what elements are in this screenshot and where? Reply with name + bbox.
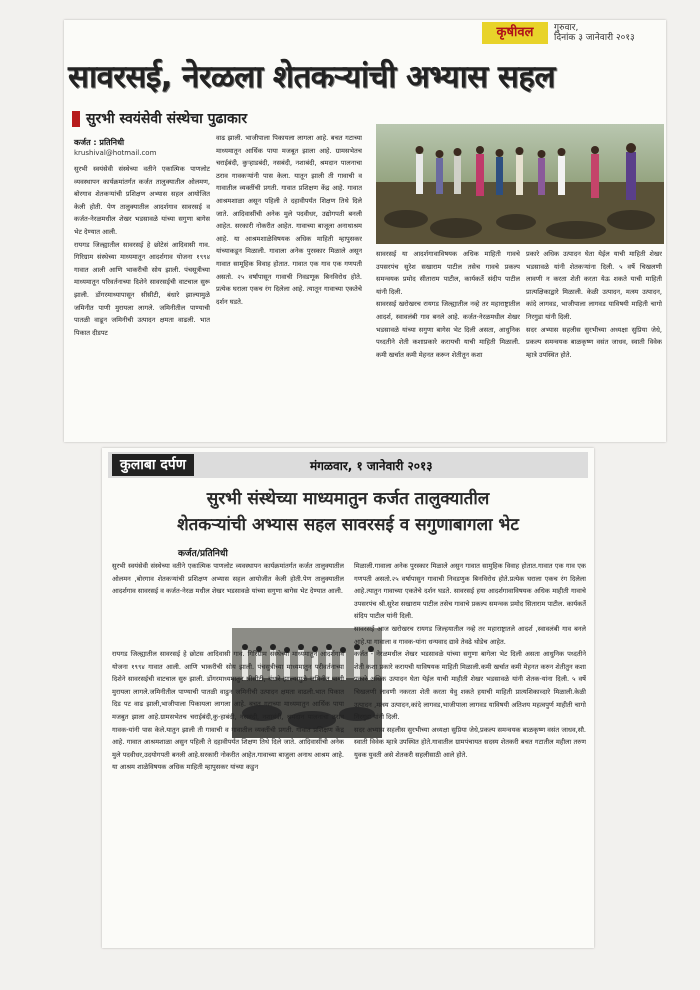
email: krushival@hotmail.com [74,149,157,157]
article-left-column: रायगड जिल्ह्यातील सावरसई हे छोटस आदिवासी गाव. गिरिग्राम संस्थेच्या माध्यमातुन आदर्शगाव योजना १९९४ गावात आली. आणि भाकरीची सोय झाली. पंचसुत्रीच्या माध्यमातुन परीवर्तनाच्या दिशेने सावरसईची वाटचाल सुरु झाली. डोंगरमाध्यमातुन सीसीटी, बंधारे झाल्यामुळे जमिनीत पाणी मुरायला लागले.जमिनीतील पाण्याची पातळी वाढुन जमिनीची उत्पादन क्षमता वाढली.भात पिकात दिड पट वाढ झाली,भाजीपाला पिकायला लागला आहे. बचत गटाच्या माध्यमातुन आर्थिक पाया मजबुत झाला आहे.ग्रामसभेतच चराईबंदी,कु-हाबंदी, नसबंदी, नशाबंदी, श्रमदान पालनाचा ठराव गावक-यांनी पास केले.यातुन झाली ती गावाची व गावातील व्यक्तींची प्रगती. गावात प्रशिक्षण केंद्र आहे. गावात आश्रमशाळा असुन पहिली ते दहावीपर्यंत शिक्षण तिथे दिले जाते. आदिवासींची अनेक मुले पदवीधर,उदयोगपती बनली आहे.सरकारी नोकरीत आहेत.गावाच्या बाजुला अनाथ आश्रम आहे. या आश्रम शाळेविषयक अधिक माहिती म्हापुसकर यांच्या कडुन [112,650,344,772]
article-column-2: वाढ झाली. भाजीपाला पिकायला लागला आहे. बचत गटाच्या माध्यमातून आर्थिक पाया मजबूत झाला आहे. ग्रामसभेतच चराईबंदी, कुऱ्हाडबंदी, नसबंदी, नशाबंदी, श्रमदान पालनाचा ठराव गावकऱ्यांनी पास केला. यातून झाली ती गावाची व गावातील व्यक्तींची प्रगती. गावात प्रशिक्षण केंद्र आहे. गावात आश्रमशाळा असून पहिली ते दहावीपर्यंत शिक्षण तिथे दिले जाते. आदिवासींची अनेक मुले पदवीधर, उद्योगपती बनली आहेत. सरकारी नोकरीत आहेत. गावाच्या बाजूला अनाथाश्रम आहे. या आश्रमशाळेविषयक अधिक माहिती म्हापुसकर यांच्याकडून मिळाली. गावाला अनेक पुरस्कार मिळाले असून गावात सामूहिक विवाह होतात. गावात एक गाव एक गणपती असतो. २५ वर्षांपासून गावाची निवडणूक बिनविरोध होते. प्रत्येक घराला एकच रंग दिलेला आहे. त्यातून गावाच्या एकतेचे दर्शन घडते. [216,134,362,306]
clipping-krushival [64,20,666,442]
article-intro: सुरभी स्वयंसेवी संस्थेच्या वतीने एकात्मिक पाणलोट व्यवस्थापन कार्यक्रमांतर्गत कर्जत तालुक्यातील ओलमन ,बोरगाव शेतकऱ्यांची प्रशिक्षण अभ्यास सहल आयोजीत केली होती.पेण तालुक्यातील आदर्शगाव सावरसई व कर्जत-नेरळ मधील शेखर भडसावळे यांच्या सगुणा बागेस भेट देण्यात आली. [112,562,344,596]
subheadline-text: सुरभी स्वयंसेवी संस्थेचा पुढाकार [86,111,248,127]
newspaper-logo-kulaba-darpan: कुलाबा दर्पण [112,454,194,476]
byline: कर्जत : प्रतिनिधी [74,138,125,147]
article-column-4: प्रकारे अधिक उत्पादन घेता येईल याची माहिती शेखर भडसावळे यांनी शेतकऱ्यांना दिली. ५ वर्षे चिखलणी लावणी न करता शेती करता येऊ शकते याची माहिती प्रात्यक्षिकाद्वारे मिळाली. केळी उत्पादन, मत्स्य उत्पादन, कांदे लागवड, भाजीपाला लागवड याविषयी माहिती चागो निरगुडा यांनी दिली. सदर अभ्यास सहलीस सुरभीच्या अध्यक्षा सुप्रिया जेधे, प्रकल्प समन्वयक बाळकृष्ण वसंत जाधव, स्वाती विवेक म्हात्रे उपस्थित होते. [526,250,662,359]
dateline: मंगळवार, १ जानेवारी २०१३ [310,459,433,473]
article-column-1: सुरभी स्वयंसेवी संस्थेच्या वतीने एकात्मिक पाणलोट व्यवस्थापन कार्यक्रमांतर्गत कर्जत तालुक्यातील ओलमण, बोरगाव शेतकऱ्यांची प्रशिक्षण अभ्यास सहल आयोजित केली होती. पेण तालुक्यातील आदर्शगाव सावरसई व कर्जत-नेरळमधील शेखर भडसावळे यांच्या सगुणा बागेस भेट देण्यात आली. रायगड जिल्ह्यातील सावरसई हे छोटेसं आदिवासी गाव. गिरिग्राम संस्थेच्या माध्यमातून आदर्शगाव योजना १९९४ गावात आली आणि भाकरीची सोय झाली. पंचसूत्रीच्या माध्यमातून परिवर्तनाच्या दिशेने सावरसईची वाटचाल सुरू झाली. डोंगरमाथ्यापासून सीसीटी, बंधारे झाल्यामुळे जमिनीत पाणी मुरायला लागले. जमिनीतील पाण्याची पातळी वाढून जमिनीची उत्पादन क्षमता वाढली. भात पिकात दीडपट [74,165,210,337]
clipping-kulaba-darpan [102,448,594,948]
headline: सावरसई, नेरळला शेतकऱ्यांची अभ्यास सहल [68,59,555,95]
headline: सुरभी संस्थेच्या माध्यमातुन कर्जत तालुक्यातील शेतकऱ्यांची अभ्यास सहल सावरसई व सगुणाबागला भेट [177,489,519,535]
byline: कर्जत/प्रतिनिधी [178,549,228,559]
newspaper-logo-krushival: कृषीवल [482,22,548,44]
field-visit-photo [376,124,664,244]
field-visit-photo-svg [376,124,664,244]
subheadline [72,108,372,130]
red-bar-icon [72,111,80,127]
article-column-3: सावरसई या आदर्शगावाविषयक अधिक माहिती गावचे उपसरपंच सुरेश सखाराम पाटील तसेच गावचे प्रकल्प समन्वयक प्रमोद सीताराम पाटील, कार्यकर्ते संदीप पाटील यांनी दिली. सावरसई खरोखरच रायगड जिल्ह्यातील नव्हे तर महाराष्ट्रातील आदर्श, स्वावलंबी गाव बनले आहे. कर्जत-नेरळमधील शेखर भडसावळे यांच्या सगुणा बागेस भेट दिली असता, आधुनिक पध्दतीने शेती कशाप्रकारे करायची याची माहिती मिळाली. कमी खर्चात कमी मेहनत करून शेतीतून कशा [376,250,520,359]
article-right-column: मिळाली.गावाला अनेक पुरस्कार मिळाले असुन गावात सामुहिक विवाह होतात.गावात एक गाव एक गणपती असतो.२५ वर्षापासुन गावाची निवडणुक बिनविरोध होते.प्रत्येक घराला एकच रंग दिलेला आहे.त्यातुन गावाच्या एकतेचे दर्शन घडते. सावरसई हया आदर्शगावाविषयक अधिक माहीती गावाचे उपसरपंच श्री.सुरेश सखाराम पाटील तसेच गावाचे प्रकल्प समन्वक प्रमोद सिताराम पाटील. कार्यकर्ते संदिप पाटील यांनी दिली. सावरसई आज खरोखरच रायगड जिल्हयातील नव्हे तर महाराष्ट्रातले आदर्श ,स्वावलंबी गाव बनले आहे.या गावाला व गावक-यांना धन्यवाद द्यावे तेवढे थोडेच आहेत. कर्जत - नेरळमधील शेखर भडसावळे यांच्या सगुणा बागेला भेट दिली असता आधुनिक पध्दतीने शेती कशा प्रकारे करायची याविषयक माहिती मिळाली.कमी खर्चात कमी मेहनत करुन शेतीतुन कशा प्रकारे अधिक उत्पादन घेता येईल याची माहीती शेखर भडसावळे यांनी शेतक-यांना दिली. ५ वर्षे चिखलणी लावणी नकरता शेती करता येवु शकते हयाची माहिती प्रात्यशिकाव्दारे मिळाली.केळी उत्पादन ,मत्स्य उत्पादन,कांदे लागवड,भाजीपाला लागवड याविषयी अतिशय महत्वपुर्ण माहीती चागो निरगुडा यांनी दिली. सदर अभ्यास सहलीस सुरभीच्या अध्यक्षा सुप्रिया जेधे,प्रकल्प समन्वयक बाळकृष्ण वसंत जाधव,सौ. स्वाती विवेक म्हात्रे उपस्थित होते.गावातील ग्रामपंचायत सदस्य शेतकरी बचत गटातील महीला तरुण युवक युवती असे शेतकरी सहलीसाठी आले होते. [354,562,586,759]
dateline: गुरुवार, दिनांक ३ जानेवारी २०१३ [554,23,635,43]
